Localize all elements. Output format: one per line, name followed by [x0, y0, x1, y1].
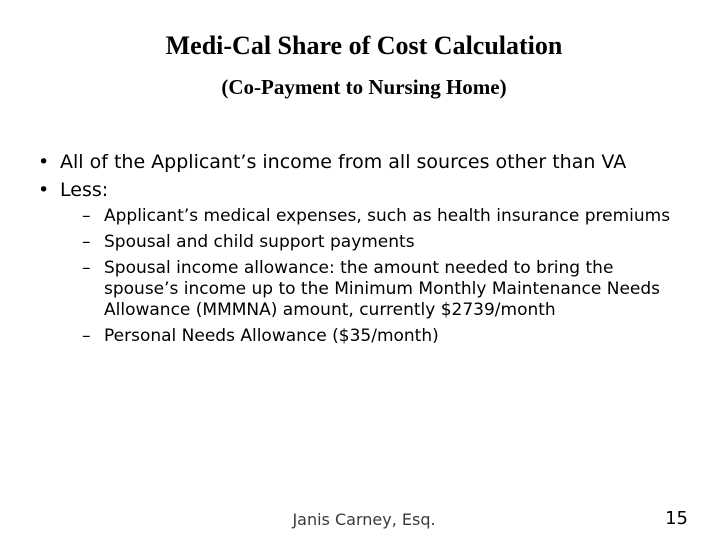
sub-bullet-marker: –: [82, 326, 91, 346]
bullet-item: [38, 178, 670, 202]
sub-bullet-item: [82, 206, 682, 227]
bullet-marker: •: [38, 179, 50, 201]
bullet-item: [38, 150, 670, 174]
sub-bullet-text: Spousal and child support payments: [104, 232, 415, 252]
footer-author: Janis Carney, Esq.: [292, 510, 436, 529]
bullet-list: [0, 150, 728, 352]
slide-title: Medi-Cal Share of Cost Calculation: [165, 31, 563, 60]
sub-bullet-text: Applicant’s medical expenses, such as health insurance premiums: [104, 206, 671, 226]
sub-bullet-marker: –: [82, 258, 91, 278]
sub-bullet-item: [82, 326, 682, 347]
sub-bullet-marker: –: [82, 206, 91, 226]
bullet-text: Less:: [60, 179, 109, 201]
slide-subtitle: (Co-Payment to Nursing Home): [221, 75, 507, 99]
sub-bullet-list: [82, 206, 682, 347]
sub-bullet-marker: –: [82, 232, 91, 252]
bullet-text: All of the Applicant’s income from all sources other than VA: [60, 151, 627, 173]
page-number: 15: [665, 508, 688, 529]
sub-bullet-text: Personal Needs Allowance ($35/month): [104, 326, 439, 346]
sub-bullet-item: [82, 258, 682, 321]
sub-bullet-text: Spousal income allowance: the amount needed to bring the spouse’s income up to the Minimum Monthly Maintenance Needs Allowance (MMMNA) amount, currently $2739/month: [104, 258, 661, 320]
sub-bullet-item: [82, 232, 682, 253]
bullet-marker: •: [38, 151, 50, 173]
